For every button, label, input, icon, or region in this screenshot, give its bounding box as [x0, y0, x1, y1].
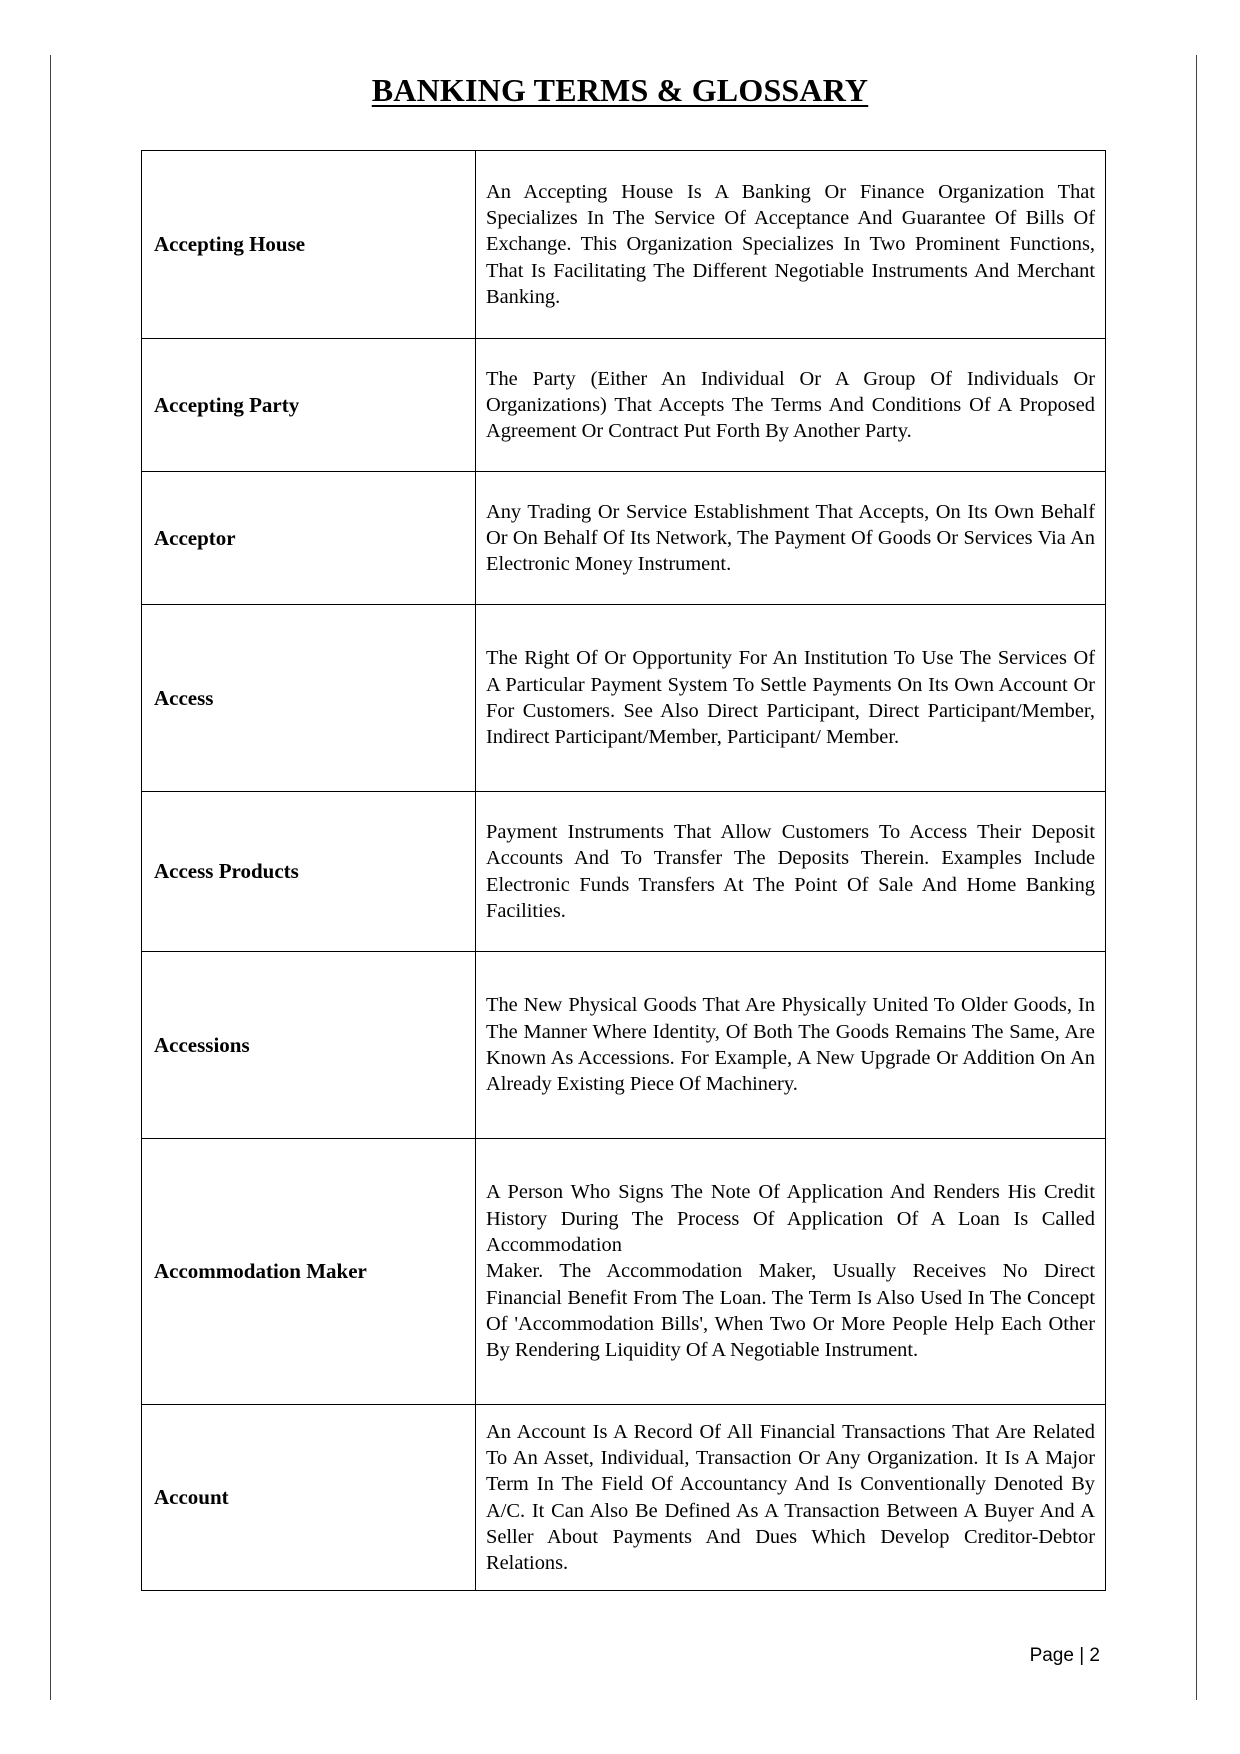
term-cell: Access [142, 605, 476, 792]
definition-cell: The New Physical Goods That Are Physically United To Older Goods, In The Manner Where Identity, Of Both The Goods Remains The Same, Are Known As Accessions. For Example, A New Upgrade Or Addition On An Already Existing Piece Of Machinery. [476, 952, 1106, 1139]
term-cell: Access Products [142, 792, 476, 952]
definition-cell: An Account Is A Record Of All Financial Transactions That Are Related To An Asset, Individual, Transaction Or Any Organization. It Is A Major Term In The Field Of Accountancy And Is Conventionally Denoted By A/C. It Can Also Be Defined As A Transaction Between A Buyer And A Seller About Payments And Dues Which Develop Creditor-Debtor Relations. [476, 1405, 1106, 1591]
table-row [142, 952, 1106, 1139]
table-row [142, 792, 1106, 952]
definition-line: Maker. The Accommodation Maker, Usually Receives No Direct Financial Benefit From The Loan. The Term Is Also Used In The Concept Of 'Accommodation Bills', When Two Or More People Help Each Other By Rendering Liquidity Of A Negotiable Instrument. [486, 1260, 1095, 1362]
term-cell: Acceptor [142, 472, 476, 605]
term-cell: Accepting Party [142, 339, 476, 472]
definition-cell: An Accepting House Is A Banking Or Finance Organization That Specializes In The Service Of Acceptance And Guarantee Of Bills Of Exchange. This Organization Specializes In Two Prominent Functions, That Is Facilitating The Different Negotiable Instruments And Merchant Banking. [476, 151, 1106, 339]
definition-cell [476, 1139, 1106, 1405]
term-cell: Accommodation Maker [142, 1139, 476, 1405]
term-cell: Accessions [142, 952, 476, 1139]
glossary-table [141, 150, 1106, 1591]
definition-cell: Payment Instruments That Allow Customers To Access Their Deposit Accounts And To Transfer The Deposits Therein. Examples Include Electronic Funds Transfers At The Point Of Sale And Home Banking Facilities. [476, 792, 1106, 952]
table-row [142, 1139, 1106, 1405]
definition-cell: The Party (Either An Individual Or A Group Of Individuals Or Organizations) That Accepts The Terms And Conditions Of A Proposed Agreement Or Contract Put Forth By Another Party. [476, 339, 1106, 472]
definition-cell: The Right Of Or Opportunity For An Institution To Use The Services Of A Particular Payment System To Settle Payments On Its Own Account Or For Customers. See Also Direct Participant, Direct Participant/Member, Indirect Participant/Member, Participant/ Member. [476, 605, 1106, 792]
page-title: BANKING TERMS & GLOSSARY [371, 72, 869, 108]
definition-cell: Any Trading Or Service Establishment That Accepts, On Its Own Behalf Or On Behalf Of Its Network, The Payment Of Goods Or Services Via An Electronic Money Instrument. [476, 472, 1106, 605]
table-row [142, 605, 1106, 792]
page-number: Page | 2 [1029, 1645, 1100, 1666]
table-row [142, 1405, 1106, 1591]
table-row [142, 339, 1106, 472]
definition-line: A Person Who Signs The Note Of Application And Renders His Credit History During The Process Of Application Of A Loan Is Called Accommodation [486, 1181, 1095, 1257]
table-row [142, 151, 1106, 339]
left-margin-rule [50, 55, 51, 1700]
term-cell: Accepting House [142, 151, 476, 339]
table-row [142, 472, 1106, 605]
term-cell: Account [142, 1405, 476, 1591]
right-margin-rule [1196, 55, 1197, 1700]
